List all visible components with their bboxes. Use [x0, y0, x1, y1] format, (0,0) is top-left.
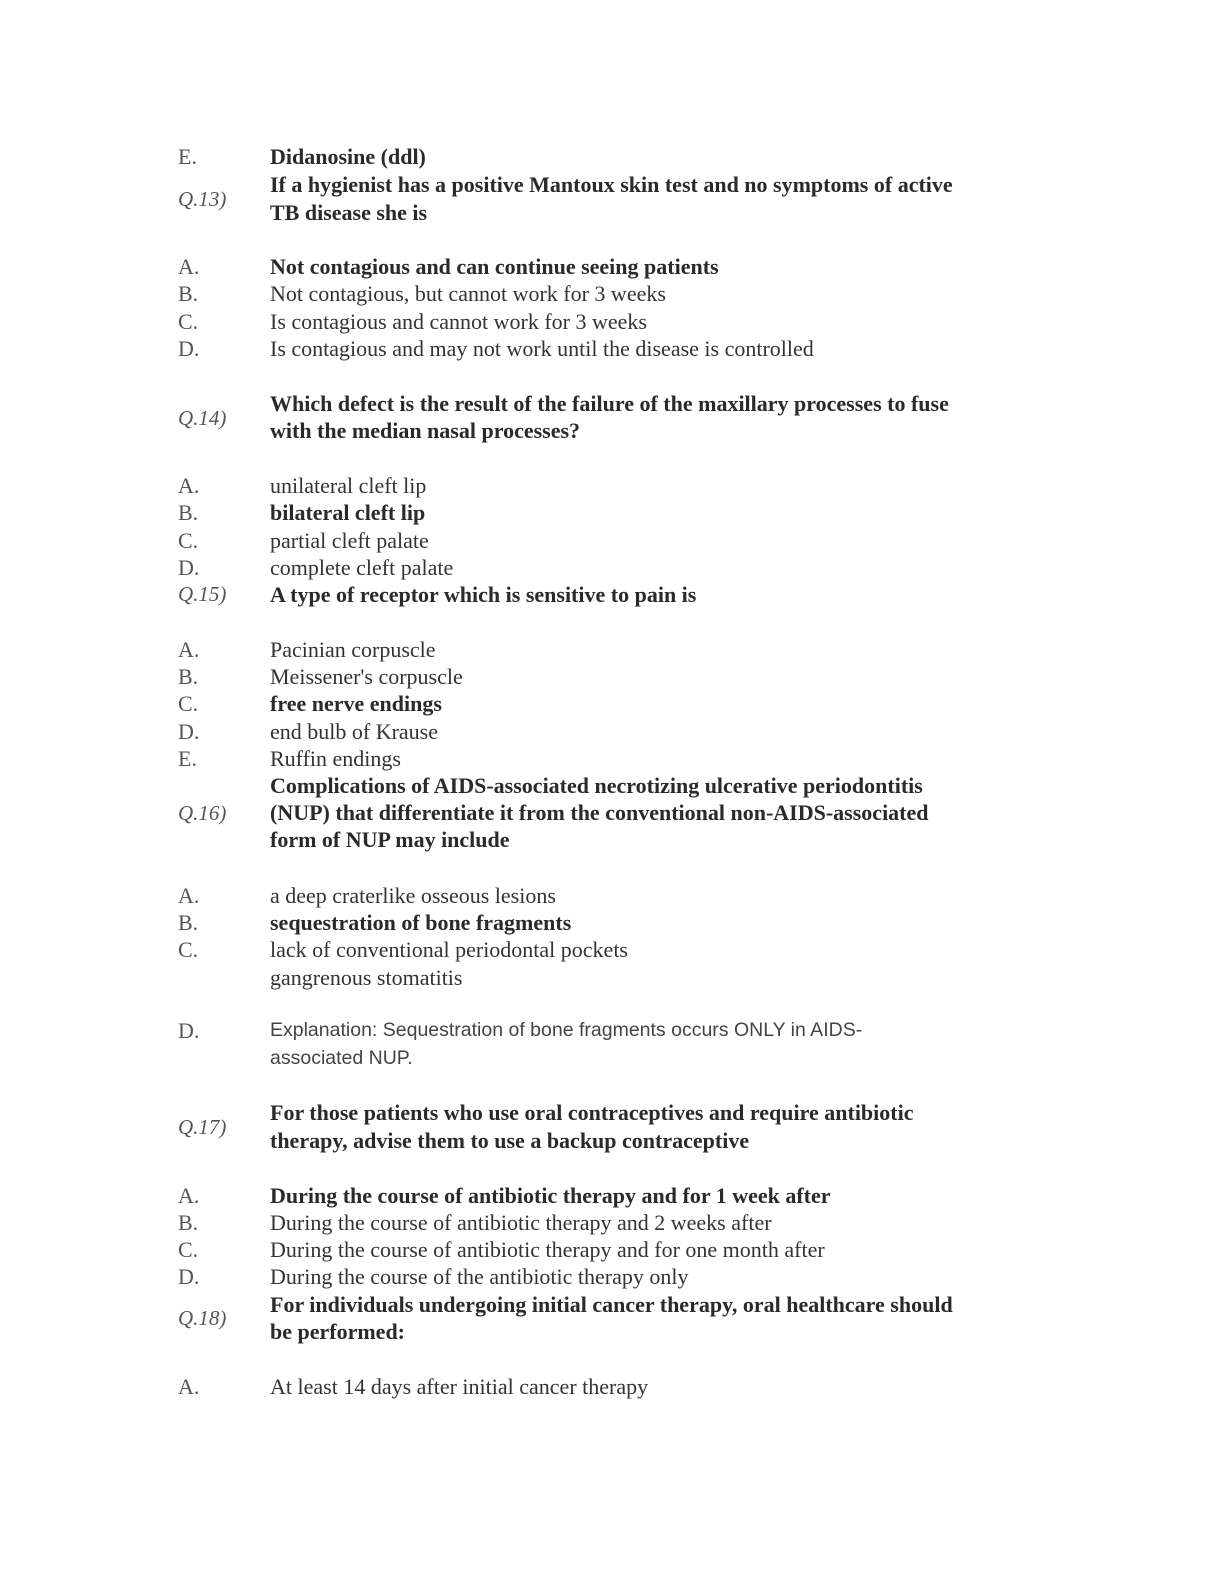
- option-row: [0, 1263, 1224, 1291]
- option-text: end bulb of Krause: [270, 719, 439, 744]
- option-row: [0, 909, 1224, 937]
- option-label: A.: [178, 473, 200, 498]
- option-row: [0, 663, 1224, 691]
- option-label: D.: [178, 1018, 200, 1043]
- option-row: [0, 1373, 1224, 1401]
- option-label: B.: [178, 500, 199, 525]
- option-text: Pacinian corpuscle: [270, 637, 436, 662]
- option-row: [0, 964, 1224, 992]
- question-line: If a hygienist has a positive Mantoux skin test and no symptoms of active: [270, 172, 953, 197]
- option-label: C.: [178, 528, 199, 553]
- question-label: Q.14): [178, 406, 227, 430]
- option-label: B.: [178, 664, 199, 689]
- option-text: complete cleft palate: [270, 555, 454, 580]
- option-row: [0, 1236, 1224, 1264]
- option-text-correct: bilateral cleft lip: [270, 500, 426, 525]
- option-row: [0, 718, 1224, 746]
- option-label: D.: [178, 719, 200, 744]
- option-label: A.: [178, 637, 200, 662]
- option-label: C.: [178, 1237, 199, 1262]
- option-text: During the course of antibiotic therapy and for one month after: [270, 1237, 825, 1262]
- option-row: [0, 1182, 1224, 1210]
- option-text: At least 14 days after initial cancer therapy: [270, 1374, 649, 1399]
- option-label: A.: [178, 1374, 200, 1399]
- option-label: A.: [178, 883, 200, 908]
- option-row: [0, 554, 1224, 582]
- explanation-row: [0, 1045, 1224, 1073]
- question-label: Q.17): [178, 1115, 227, 1139]
- question-line: (NUP) that differentiate it from the conventional non-AIDS-associated: [270, 800, 929, 825]
- option-text: Didanosine (ddl): [270, 144, 426, 169]
- option-text: Not contagious, but cannot work for 3 weeks: [270, 281, 666, 306]
- option-text-correct: sequestration of bone fragments: [270, 910, 572, 935]
- option-text: gangrenous stomatitis: [270, 965, 463, 990]
- option-row: [0, 280, 1224, 308]
- option-row: [0, 143, 1224, 171]
- option-row: [0, 472, 1224, 500]
- question-line: A type of receptor which is sensitive to pain is: [270, 582, 697, 607]
- question-line: Which defect is the result of the failure of the maxillary processes to fuse: [270, 391, 949, 416]
- option-row: [0, 335, 1224, 363]
- question-line: be performed:: [270, 1319, 406, 1344]
- option-text: a deep craterlike osseous lesions: [270, 883, 556, 908]
- question-line: therapy, advise them to use a backup contraceptive: [270, 1128, 750, 1153]
- option-text: unilateral cleft lip: [270, 473, 427, 498]
- option-label: A.: [178, 1183, 200, 1208]
- question-line: TB disease she is: [270, 200, 428, 225]
- question-line: Complications of AIDS-associated necrotizing ulcerative periodontitis: [270, 773, 923, 798]
- option-text: Is contagious and cannot work for 3 weeks: [270, 309, 647, 334]
- option-label: B.: [178, 910, 199, 935]
- option-text: Ruffin endings: [270, 746, 401, 771]
- question-label: Q.15): [178, 582, 227, 606]
- question-label: Q.18): [178, 1306, 227, 1330]
- question-line: form of NUP may include: [270, 827, 510, 852]
- option-label: A.: [178, 254, 200, 279]
- option-text-correct: During the course of antibiotic therapy and for 1 week after: [270, 1183, 831, 1208]
- explanation-row: [0, 1017, 1224, 1045]
- option-label: E.: [178, 144, 197, 169]
- option-text-correct: Not contagious and can continue seeing patients: [270, 254, 719, 279]
- option-label: B.: [178, 281, 199, 306]
- option-row: [0, 253, 1224, 281]
- question-label: Q.13): [178, 187, 227, 211]
- option-row: [0, 527, 1224, 555]
- question-line: For individuals undergoing initial cancer therapy, oral healthcare should: [270, 1292, 953, 1317]
- option-text-correct: free nerve endings: [270, 691, 442, 716]
- question-label: Q.16): [178, 801, 227, 825]
- option-row: [0, 936, 1224, 964]
- option-row: [0, 882, 1224, 910]
- option-label: D.: [178, 336, 200, 361]
- option-label: C.: [178, 937, 199, 962]
- option-row: [0, 499, 1224, 527]
- option-text: Meissener's corpuscle: [270, 664, 463, 689]
- option-label: B.: [178, 1210, 199, 1235]
- question-line: For those patients who use oral contraceptives and require antibiotic: [270, 1100, 914, 1125]
- option-row: [0, 308, 1224, 336]
- option-label: D.: [178, 555, 200, 580]
- option-label: C.: [178, 691, 199, 716]
- option-row: [0, 690, 1224, 718]
- option-label: C.: [178, 309, 199, 334]
- question-line: with the median nasal processes?: [270, 418, 581, 443]
- option-text: During the course of antibiotic therapy and 2 weeks after: [270, 1210, 772, 1235]
- option-text: partial cleft palate: [270, 528, 429, 553]
- option-label: D.: [178, 1264, 200, 1289]
- explanation-text: associated NUP.: [270, 1047, 413, 1069]
- option-row: [0, 1209, 1224, 1237]
- option-text: During the course of the antibiotic therapy only: [270, 1264, 689, 1289]
- option-row: [0, 745, 1224, 773]
- explanation-text: Explanation: Sequestration of bone fragments occurs ONLY in AIDS-: [270, 1019, 863, 1041]
- option-text: lack of conventional periodontal pockets: [270, 937, 628, 962]
- option-row: [0, 636, 1224, 664]
- option-label: E.: [178, 746, 197, 771]
- option-text: Is contagious and may not work until the disease is controlled: [270, 336, 814, 361]
